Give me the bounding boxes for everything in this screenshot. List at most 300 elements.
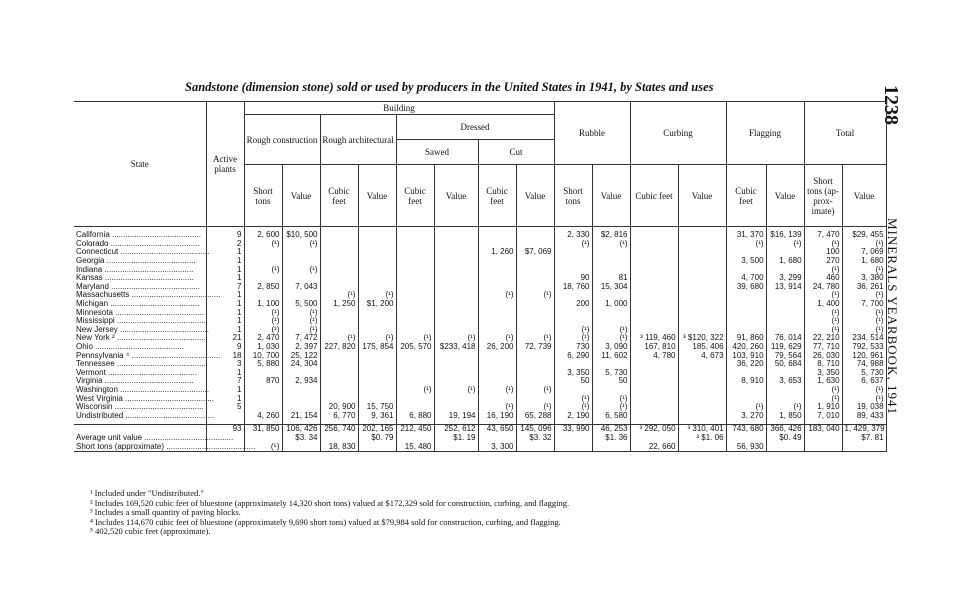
cell: (¹) (804, 394, 842, 403)
cell: (¹) (592, 326, 630, 335)
table-row (74, 257, 886, 266)
cell: 7, 472 (282, 334, 320, 343)
cell: (¹) (244, 240, 282, 249)
table-row (74, 369, 886, 378)
cell (478, 274, 516, 283)
average-unit-value-row (74, 434, 886, 443)
cell (804, 442, 842, 451)
cell: 18, 830 (320, 442, 358, 451)
cell (678, 411, 726, 420)
cell (630, 274, 678, 283)
cell (396, 300, 434, 309)
cell (630, 403, 678, 412)
cell: 11, 602 (592, 351, 630, 360)
cell: (¹) (804, 326, 842, 335)
cell: (¹) (516, 386, 554, 395)
cell (434, 317, 478, 326)
cell: 7, 069 (842, 248, 886, 257)
cell (358, 240, 396, 249)
unit-header: Value (842, 165, 886, 227)
cell: 7, 010 (804, 411, 842, 420)
cell (516, 351, 554, 360)
table-row (74, 265, 886, 274)
cell: 25, 122 (282, 351, 320, 360)
cell (592, 442, 630, 451)
cell (516, 257, 554, 266)
cell (320, 308, 358, 317)
cell: 36, 261 (842, 283, 886, 292)
cell: 3, 090 (592, 343, 630, 352)
cell (630, 283, 678, 292)
cell (320, 248, 358, 257)
cell: (¹) (842, 265, 886, 274)
cell: 8, 710 (804, 360, 842, 369)
cell: 1 (206, 326, 244, 335)
cell (766, 291, 804, 300)
cell: 74, 988 (842, 360, 886, 369)
cell: 743, 680 (726, 425, 766, 434)
cell (678, 442, 726, 451)
row-label: Maryland ........................................ (74, 283, 206, 292)
unit-header: Cubic feet (726, 165, 766, 227)
page-number: 1238 (880, 85, 902, 125)
cell (516, 300, 554, 309)
cell (358, 351, 396, 360)
cell (726, 291, 766, 300)
cell: 200 (554, 300, 592, 309)
rough-architectural-header: Rough architectural (320, 115, 396, 165)
cell: 77, 710 (804, 343, 842, 352)
cell: 9 (206, 231, 244, 240)
cell (630, 231, 678, 240)
cell: (¹) (842, 326, 886, 335)
cell: 1, 680 (842, 257, 886, 266)
row-label: Short tons (approximate) ........................................ (76, 441, 256, 451)
cell: 1, 000 (592, 300, 630, 309)
row-label: Undistributed ........................................ (76, 410, 215, 420)
cell (630, 411, 678, 420)
cell (320, 434, 358, 443)
cell: 1, 630 (804, 377, 842, 386)
footnote: ⁴ Includes 114,670 cubic feet of bluestone (approximately 9,690 short tons) valued at $79,984 sold for construction, curbing, and flagging. (90, 516, 561, 527)
cell (244, 434, 282, 443)
cell: 252, 612 (434, 425, 478, 434)
cell (592, 248, 630, 257)
dressed-header: Dressed (396, 115, 554, 140)
cell (630, 308, 678, 317)
cell: 3, 299 (766, 274, 804, 283)
cell: 20, 900 (320, 403, 358, 412)
cell: 22, 210 (804, 334, 842, 343)
cell: 4, 673 (678, 351, 726, 360)
cell (396, 257, 434, 266)
cell (478, 265, 516, 274)
cell: 2, 330 (554, 231, 592, 240)
cell: 2, 850 (244, 283, 282, 292)
row-label: Washington ........................................ (76, 384, 210, 394)
unit-header: Short tons (554, 165, 592, 227)
cell: (¹) (804, 317, 842, 326)
cell: $3. 32 (516, 434, 554, 443)
cell (396, 291, 434, 300)
cell: $7, 069 (516, 248, 554, 257)
cell (320, 369, 358, 378)
cell (726, 300, 766, 309)
cell: $1, 200 (358, 300, 396, 309)
unit-header: Cubic feet (478, 165, 516, 227)
cell: (¹) (842, 386, 886, 395)
cell (630, 360, 678, 369)
cell: 145, 096 (516, 425, 554, 434)
cell: 2, 190 (554, 411, 592, 420)
cell: $233, 418 (434, 343, 478, 352)
cell: (¹) (282, 240, 320, 249)
cell: 26, 200 (478, 343, 516, 352)
cell (516, 308, 554, 317)
cell (396, 317, 434, 326)
cell (282, 248, 320, 257)
cell: 19, 038 (842, 403, 886, 412)
cell (434, 369, 478, 378)
cell: (¹) (842, 308, 886, 317)
cell: (¹) (516, 403, 554, 412)
cell: (¹) (358, 334, 396, 343)
cell: 33, 990 (554, 425, 592, 434)
footnote: ⁵ 402,520 cubic feet (approximate). (90, 526, 211, 537)
cell: (¹) (358, 291, 396, 300)
cell (630, 265, 678, 274)
cell: 6, 290 (554, 351, 592, 360)
flagging-header: Flagging (726, 102, 804, 165)
cell: (¹) (320, 291, 358, 300)
cell (630, 394, 678, 403)
cell: ³ $1. 06 (678, 434, 726, 443)
table-row (74, 386, 886, 395)
cell (678, 240, 726, 249)
cell: 7, 470 (804, 231, 842, 240)
cell (358, 386, 396, 395)
cell (396, 248, 434, 257)
cell: 183, 040 (804, 425, 842, 434)
cell: 8, 910 (726, 377, 766, 386)
cell (478, 434, 516, 443)
cell: $1. 36 (592, 434, 630, 443)
cell: 15, 304 (592, 283, 630, 292)
cell (726, 434, 766, 443)
cell: (¹) (726, 403, 766, 412)
cell (678, 386, 726, 395)
cell (766, 300, 804, 309)
cell (678, 274, 726, 283)
footnotes (90, 489, 569, 537)
cell (678, 369, 726, 378)
cell: (¹) (516, 334, 554, 343)
cell: (¹) (592, 403, 630, 412)
cell: 792, 533 (842, 343, 886, 352)
cell (358, 369, 396, 378)
cell (244, 394, 282, 403)
cell: 93 (206, 425, 244, 434)
cell (320, 360, 358, 369)
cell (678, 308, 726, 317)
cell (434, 274, 478, 283)
cell: 1, 680 (766, 257, 804, 266)
cell (678, 291, 726, 300)
cell (282, 394, 320, 403)
cell (282, 386, 320, 395)
cell: 15, 480 (396, 442, 434, 451)
cell: 175, 854 (358, 343, 396, 352)
running-head: MINERALS YEARBOOK, 1941 (885, 218, 900, 415)
cell: 366, 426 (766, 425, 804, 434)
cell: 50, 684 (766, 360, 804, 369)
cell: (¹) (592, 334, 630, 343)
cell (358, 308, 396, 317)
cell: (¹) (434, 386, 478, 395)
cell: (¹) (766, 403, 804, 412)
cell: 4, 260 (244, 411, 282, 420)
cell (320, 257, 358, 266)
cell: 3, 350 (804, 369, 842, 378)
cut-header: Cut (478, 140, 554, 165)
row-label: Michigan ........................................ (74, 300, 206, 309)
cell: (¹) (282, 326, 320, 335)
cell (516, 265, 554, 274)
cell: $1. 19 (434, 434, 478, 443)
unit-header: Value (516, 165, 554, 227)
row-label: Average unit value ........................................ (76, 432, 234, 442)
cell (244, 386, 282, 395)
cell (396, 265, 434, 274)
cell: (¹) (478, 403, 516, 412)
cell (766, 386, 804, 395)
rough-construction-header: Rough construction (244, 115, 320, 165)
cell (630, 317, 678, 326)
cell: 26, 030 (804, 351, 842, 360)
cell: $3. 34 (282, 434, 320, 443)
cell (320, 274, 358, 283)
cell (396, 434, 434, 443)
cell (678, 283, 726, 292)
row-label: Colorado ........................................ (74, 240, 206, 249)
cell (766, 317, 804, 326)
cell (592, 257, 630, 266)
cell (630, 377, 678, 386)
cell (554, 434, 592, 443)
cell (554, 442, 592, 451)
cell (396, 240, 434, 249)
cell: 24, 780 (804, 283, 842, 292)
cell (516, 442, 554, 451)
cell (766, 442, 804, 451)
cell (434, 240, 478, 249)
cell: 43, 650 (478, 425, 516, 434)
cell: 202, 165 (358, 425, 396, 434)
cell: 76, 014 (766, 334, 804, 343)
cell (396, 394, 434, 403)
cell (766, 308, 804, 317)
cell: 6, 637 (842, 377, 886, 386)
cell: 5, 730 (592, 369, 630, 378)
cell: 15, 750 (358, 403, 396, 412)
cell: 3, 270 (726, 411, 766, 420)
cell (678, 257, 726, 266)
cell: 6, 580 (592, 411, 630, 420)
cell (478, 231, 516, 240)
cell: (¹) (592, 394, 630, 403)
cell (358, 274, 396, 283)
cell: (¹) (282, 317, 320, 326)
cell (396, 308, 434, 317)
cell: 3, 500 (726, 257, 766, 266)
cell: 1 (206, 308, 244, 317)
cell: (¹) (478, 291, 516, 300)
short-tons-approx-row (74, 442, 886, 451)
cell (592, 308, 630, 317)
cell: (¹) (726, 240, 766, 249)
cell: 120, 961 (842, 351, 886, 360)
cell: 7, 700 (842, 300, 886, 309)
cell (630, 386, 678, 395)
cell (554, 248, 592, 257)
cell (396, 231, 434, 240)
cell (434, 231, 478, 240)
row-label: Georgia ........................................ (74, 257, 206, 266)
cell: (¹) (592, 240, 630, 249)
cell: 1, 100 (244, 300, 282, 309)
cell: $16, 139 (766, 231, 804, 240)
unit-header: Short tons (ap-prox-imate) (804, 165, 842, 227)
cell: 420, 260 (726, 343, 766, 352)
cell: 31, 370 (726, 231, 766, 240)
cell (726, 308, 766, 317)
row-label: Connecticut ........................................ (76, 247, 210, 257)
cell: ³ 119, 460 (630, 334, 678, 343)
unit-header: Value (766, 165, 804, 227)
cell (396, 283, 434, 292)
cell (396, 369, 434, 378)
footnote: ¹ Included under "Undistributed." (90, 488, 204, 498)
cell (358, 360, 396, 369)
cell (804, 434, 842, 443)
cell (320, 265, 358, 274)
cell (358, 257, 396, 266)
cell: 227, 820 (320, 343, 358, 352)
cell (678, 248, 726, 257)
cell (516, 317, 554, 326)
cell (434, 360, 478, 369)
footnote: ² Includes 169,520 cubic feet of bluestone (approximately 14,320 short tons) valued at $172,329 sold for construction, curbing, and flagging. (90, 497, 570, 508)
cell: 3, 350 (554, 369, 592, 378)
cell (678, 300, 726, 309)
cell: 6, 880 (396, 411, 434, 420)
cell: 3, 653 (766, 377, 804, 386)
cell (678, 265, 726, 274)
row-label: Wisconsin ........................................ (74, 403, 206, 412)
row-label: Tennessee ........................................ (76, 359, 206, 369)
cell: 36, 220 (726, 360, 766, 369)
unit-header: Value (282, 165, 320, 227)
cell: 7, 043 (282, 283, 320, 292)
cell (478, 317, 516, 326)
unit-header: Value (358, 165, 396, 227)
cell: 81 (592, 274, 630, 283)
cell: 7 (206, 283, 244, 292)
cell: (¹) (282, 308, 320, 317)
table-title: Sandstone (dimension stone) sold or used by producers in the United States in 1941, by States and uses (185, 80, 714, 94)
row-label: Vermont ........................................ (74, 369, 206, 378)
cell (434, 248, 478, 257)
cell: 46, 253 (592, 425, 630, 434)
cell (726, 317, 766, 326)
cell: 2 (206, 240, 244, 249)
cell: 1 (206, 265, 244, 274)
row-label: Ohio ........................................ (74, 343, 206, 352)
cell: 1 (206, 248, 244, 257)
row-label: Virginia ........................................ (74, 377, 206, 386)
cell (630, 257, 678, 266)
cell (434, 291, 478, 300)
cell (478, 308, 516, 317)
cell: (¹) (478, 334, 516, 343)
row-label: Minnesota ........................................ (76, 307, 205, 317)
cell: 1, 260 (478, 248, 516, 257)
cell: 3 (206, 360, 244, 369)
cell (630, 291, 678, 300)
cell: ³ 310, 401 (678, 425, 726, 434)
cell (358, 317, 396, 326)
cell: 18, 760 (554, 283, 592, 292)
cell: 2, 600 (244, 231, 282, 240)
cell (516, 360, 554, 369)
table-body (74, 227, 886, 452)
cell (592, 386, 630, 395)
cell: 5, 500 (282, 300, 320, 309)
cell: (¹) (244, 317, 282, 326)
cell (842, 442, 886, 451)
cell: (¹) (478, 386, 516, 395)
cell: (¹) (804, 265, 842, 274)
cell: 9, 361 (358, 411, 396, 420)
cell: 2, 397 (282, 343, 320, 352)
cell: 100 (804, 248, 842, 257)
row-label: Pennsylvania ⁴ ........................................ (76, 350, 221, 360)
cell: (¹) (804, 291, 842, 300)
cell: (¹) (244, 308, 282, 317)
cell: 39, 680 (726, 283, 766, 292)
cell: 1, 030 (244, 343, 282, 352)
unit-header: Value (434, 165, 478, 227)
cell: (¹) (554, 326, 592, 335)
cell (396, 360, 434, 369)
cell (320, 377, 358, 386)
cell: 106, 426 (282, 425, 320, 434)
unit-header: Cubic feet (396, 165, 434, 227)
cell (630, 240, 678, 249)
building-header: Building (244, 102, 554, 115)
cell (516, 231, 554, 240)
cell: $7. 81 (842, 434, 886, 443)
cell (678, 403, 726, 412)
row-label: Mississippi ........................................ (76, 316, 206, 326)
unit-header: Short tons (244, 165, 282, 227)
cell: 870 (244, 377, 282, 386)
cell: 185, 406 (678, 343, 726, 352)
cell: 4, 700 (726, 274, 766, 283)
cell: 730 (554, 343, 592, 352)
table-row (74, 411, 886, 420)
cell (678, 360, 726, 369)
